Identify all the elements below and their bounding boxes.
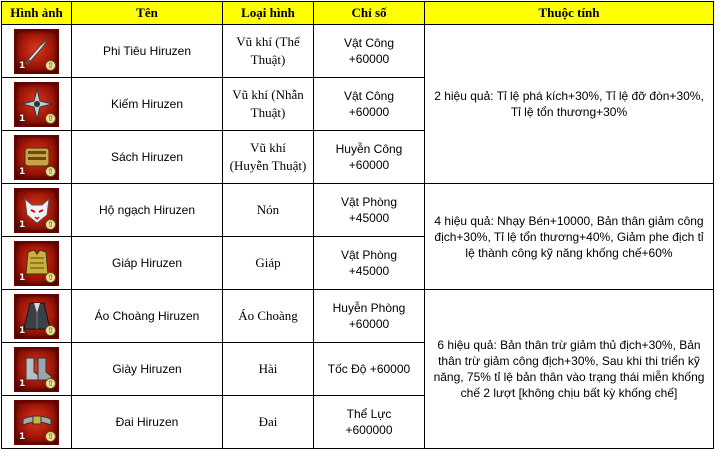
header-row bbox=[2, 2, 714, 25]
item-type: Đai bbox=[223, 396, 314, 449]
table-row bbox=[2, 25, 714, 78]
item-type: Nón bbox=[223, 184, 314, 237]
cloak-icon bbox=[14, 294, 59, 339]
item-stat: Huyễn Phòng +60000 bbox=[314, 290, 425, 343]
header-stat: Chỉ số bbox=[314, 2, 425, 25]
table-row bbox=[2, 184, 714, 237]
item-level: 1 bbox=[19, 219, 26, 230]
item-stat: Huyễn Công +60000 bbox=[314, 131, 425, 184]
item-stat: Vật Công +60000 bbox=[314, 78, 425, 131]
item-level: 1 bbox=[19, 431, 26, 442]
item-level: 1 bbox=[19, 325, 26, 336]
item-stat: Vật Phòng +45000 bbox=[314, 237, 425, 290]
item-image-cell bbox=[2, 237, 72, 290]
item-stat: Vật Phòng +45000 bbox=[314, 184, 425, 237]
item-name: Kiếm Hiruzen bbox=[72, 78, 223, 131]
item-level: 1 bbox=[19, 378, 26, 389]
upgrade-arrow-icon: ⇧ bbox=[45, 166, 56, 177]
upgrade-arrow-icon: ⇧ bbox=[45, 431, 56, 442]
boots-icon bbox=[14, 347, 59, 392]
item-image-cell bbox=[2, 184, 72, 237]
item-level: 1 bbox=[19, 60, 26, 71]
item-stat: Vật Công +60000 bbox=[314, 25, 425, 78]
kunai-icon bbox=[14, 29, 59, 74]
set-bonus-2: 2 hiệu quả: Tỉ lệ phá kích+30%, Tỉ lệ đỡ đòn+30%, Tỉ lệ tổn thương+30% bbox=[425, 25, 714, 184]
set-bonus-4: 4 hiệu quả: Nhạy Bén+10000, Bản thân giảm công địch+30%, Tỉ lệ tổn thương+40%, Giảm phe địch tỉ lệ thành công kỹ năng khống chế+60% bbox=[425, 184, 714, 290]
item-image-cell bbox=[2, 25, 72, 78]
upgrade-arrow-icon: ⇧ bbox=[45, 219, 56, 230]
header-image: Hình ảnh bbox=[2, 2, 72, 25]
scroll-icon bbox=[14, 135, 59, 180]
shuriken-icon bbox=[14, 82, 59, 127]
item-level: 1 bbox=[19, 166, 26, 177]
item-image-cell bbox=[2, 290, 72, 343]
item-name: Hộ ngạch Hiruzen bbox=[72, 184, 223, 237]
upgrade-arrow-icon: ⇧ bbox=[45, 272, 56, 283]
item-name: Giày Hiruzen bbox=[72, 343, 223, 396]
item-stat: Thể Lực +600000 bbox=[314, 396, 425, 449]
item-type: Vũ khí (Nhẫn Thuật) bbox=[223, 78, 314, 131]
upgrade-arrow-icon: ⇧ bbox=[45, 60, 56, 71]
item-stat: Tốc Độ +60000 bbox=[314, 343, 425, 396]
upgrade-arrow-icon: ⇧ bbox=[45, 113, 56, 124]
item-type: Vũ khí (Huyễn Thuật) bbox=[223, 131, 314, 184]
item-name: Phi Tiêu Hiruzen bbox=[72, 25, 223, 78]
item-image-cell bbox=[2, 343, 72, 396]
upgrade-arrow-icon: ⇧ bbox=[45, 325, 56, 336]
belt-icon bbox=[14, 400, 59, 445]
item-type: Vũ khí (Thể Thuật) bbox=[223, 25, 314, 78]
header-attribute: Thuộc tính bbox=[425, 2, 714, 25]
item-type: Hài bbox=[223, 343, 314, 396]
header-name: Tên bbox=[72, 2, 223, 25]
header-type: Loại hình bbox=[223, 2, 314, 25]
set-bonus-6: 6 hiệu quả: Bản thân trừ giảm thủ địch+30%, Bản thân trừ giảm công địch+30%, Sau khi thi triển kỹ năng, 75% tỉ lệ bản thân vào trạng thái miễn khống chế 2 lượt [không chịu bất kỳ khống chế] bbox=[425, 290, 714, 449]
table-row bbox=[2, 290, 714, 343]
armor-icon bbox=[14, 241, 59, 286]
fox-mask-icon bbox=[14, 188, 59, 233]
item-name: Giáp Hiruzen bbox=[72, 237, 223, 290]
item-name: Sách Hiruzen bbox=[72, 131, 223, 184]
item-type: Áo Choàng bbox=[223, 290, 314, 343]
item-level: 1 bbox=[19, 113, 26, 124]
equipment-set-table bbox=[1, 1, 714, 449]
item-image-cell bbox=[2, 78, 72, 131]
upgrade-arrow-icon: ⇧ bbox=[45, 378, 56, 389]
item-level: 1 bbox=[19, 272, 26, 283]
item-image-cell bbox=[2, 396, 72, 449]
item-name: Áo Choàng Hiruzen bbox=[72, 290, 223, 343]
item-image-cell bbox=[2, 131, 72, 184]
item-name: Đai Hiruzen bbox=[72, 396, 223, 449]
item-type: Giáp bbox=[223, 237, 314, 290]
